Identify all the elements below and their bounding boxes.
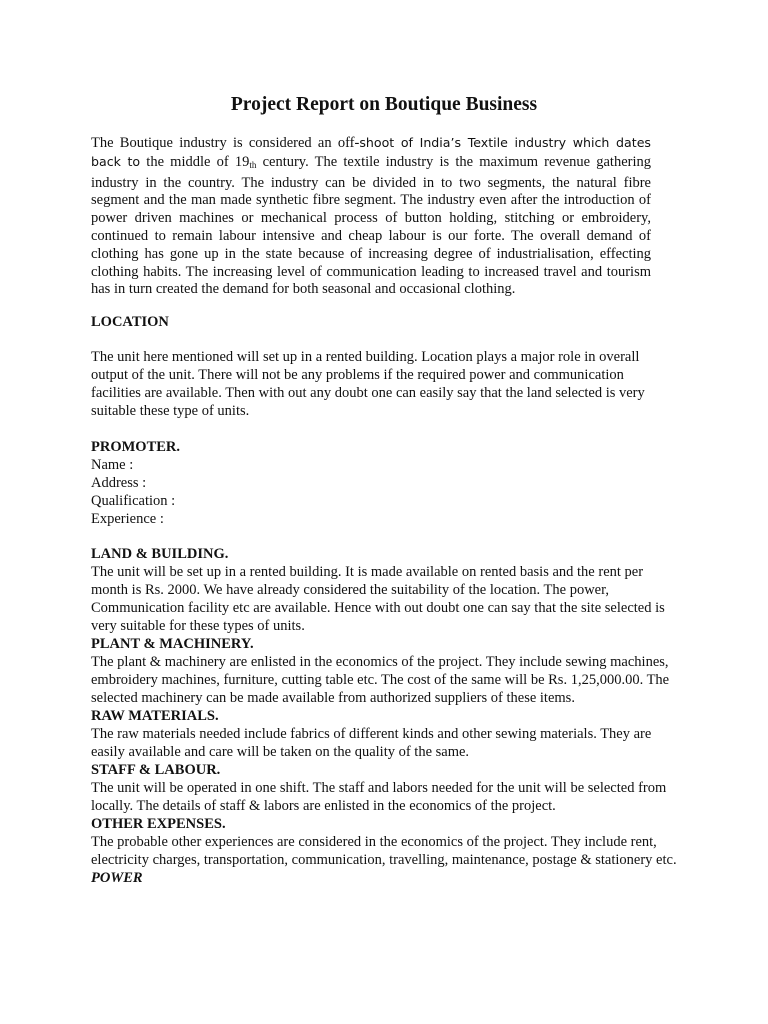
staff-labour-body: The unit will be operated in one shift. The staff and labors needed for the unit will be selected from locally. The details of staff & labors are enlisted in the economics of the project. (91, 780, 667, 814)
intro-text-b: the middle of 19 (140, 153, 250, 170)
intro-text-mono: shoot of India’s Textile industry which dates back to (91, 135, 651, 169)
intro-paragraph (91, 134, 651, 299)
intro-superscript: th (249, 159, 257, 170)
promoter-field-address: Address : (91, 475, 147, 491)
intro-text-a: The Boutique industry is considered an off- (91, 135, 360, 151)
other-expenses-body: The probable other experiences are considered in the economics of the project. They include rent, electricity charges, transportation, communication, travelling, maintenance, postage & stationery etc. (91, 834, 677, 868)
plant-machinery-body: The plant & machinery are enlisted in the economics of the project. They include sewing machines, embroidery machines, furniture, cutting table etc. The cost of the same will be Rs. 1,25,000.00. The selected machinery can be made available from authorized suppliers of these items. (91, 654, 670, 706)
page-title: Project Report on Boutique Business (230, 94, 538, 115)
land-building-heading: LAND & BUILDING. (91, 546, 229, 562)
plant-machinery-heading: PLANT & MACHINERY. (91, 636, 254, 652)
promoter-section (91, 438, 651, 528)
promoter-field-name: Name : (91, 457, 134, 473)
promoter-field-experience: Experience : (91, 511, 164, 527)
promoter-heading: PROMOTER. (91, 439, 181, 455)
land-building-body: The unit will be set up in a rented building. It is made available on rented basis and the rent per month is Rs. 2000. We have already considered the suitability of the location. The power, Communication facility etc are available. Hence with out doubt one can say that the site selected is very suitable for these types of units. (91, 564, 665, 634)
raw-materials-body: The raw materials needed include fabrics of different kinds and other sewing materials. They are easily available and care will be taken on the quality of the same. (91, 726, 652, 760)
location-body: The unit here mentioned will set up in a rented building. Location plays a major role in overall output of the unit. There will not be any problems if the required power and communication facilities are available. Then with out any doubt one can easily say that the land selected is very suitable these type of units. (91, 349, 645, 419)
sections-block (91, 545, 681, 887)
promoter-field-qualification: Qualification : (91, 493, 176, 509)
location-heading: LOCATION (91, 314, 169, 330)
raw-materials-heading: RAW MATERIALS. (91, 708, 219, 724)
intro-text-c: century. The textile industry is the maximum revenue gathering industry in the country. The industry can be divided in to two segments, the natural fibre segment and the man made synthetic fibre segment. The industry even after the introduction of power driven machines or mechanical process of button holding, stitching or embroidery, continued to remain labour intensive and cheap labour is our forte. The overall demand of clothing has gone up in the state because of increasing degree of industrialisation, effecting clothing habits. The increasing level of communication leading to increased travel and tourism has in turn created the demand for both seasonal and occasional clothing. (91, 153, 651, 298)
other-expenses-heading: OTHER EXPENSES. (91, 816, 226, 832)
power-heading: POWER (91, 870, 143, 886)
staff-labour-heading: STAFF & LABOUR. (91, 762, 221, 778)
